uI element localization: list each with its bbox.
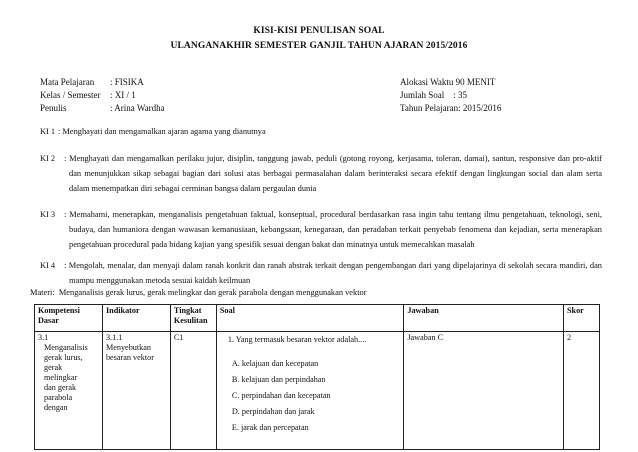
header-jawaban: Jawaban xyxy=(404,305,564,332)
kd-number: 3.1 xyxy=(38,333,49,342)
ki-3-text: : Memahami, menerapkan, menganalisis pengetahuan faktual, konseptual, procedural berdasarkan rasa ingin tahu tentang ilmu pengetahuan, teknologi, seni, budaya, dan humaniora dengan wawasan kemanusiaan, kebangsaan, kenegaraan, dan peradaban terkait penyebab fenomena dan kejadian, serta menerapkan pengetahuan procedural pada bidang kajian yang spesifik sesuai dengan bakat dan minatnya untuk memecahkan masalah xyxy=(64,210,602,249)
indikator-text: Menyebutkan besaran vektor xyxy=(105,343,154,362)
question-text: 1. Yang termasuk besaran vektor adalah.... xyxy=(227,335,367,344)
ki-4-text: : Mengolah, menalar, dan menyaji dalam ranah konkrit dan ranah abstrak terkait dengan pengembangan dari yang dipelajarinya di sekolah secara mandiri, dan mampu menggunakan metoda sesuai kaidah keilmuan xyxy=(64,261,602,285)
document-title: KISI-KISI PENULISAN SOAL xyxy=(253,26,385,36)
meta-subject-value: : FISIKA xyxy=(110,77,144,87)
meta-school-year: Tahun Pelajaran: 2015/2016 xyxy=(400,103,502,113)
ki-1 xyxy=(40,124,600,139)
cell-indikator xyxy=(102,332,170,450)
header-indikator: Indikator xyxy=(102,305,170,332)
meta-author-value: : Arina Wardha xyxy=(110,103,165,113)
ki-4-label: KI 4 xyxy=(40,261,56,270)
cell-jawaban: Jawaban C xyxy=(404,332,564,450)
header-soal: Soal xyxy=(216,305,404,332)
cell-skor: 2 xyxy=(563,332,599,450)
meta-class-value: : XI / 1 xyxy=(110,90,136,100)
ki-3 xyxy=(40,207,602,255)
kisi-kisi-table xyxy=(34,304,600,450)
ki-2 xyxy=(40,151,602,197)
meta-subject-label: Mata Pelajaran xyxy=(40,77,95,87)
option-e: E. jarak dan percepatan xyxy=(231,423,309,432)
table-row xyxy=(35,332,600,450)
option-d: D. perpindahan dan jarak xyxy=(231,407,315,416)
header-skor: Skor xyxy=(563,305,599,332)
document-subtitle: ULANGANAKHIR SEMESTER GANJIL TAHUN AJARAN 2015/2016 xyxy=(170,41,468,51)
ki-4 xyxy=(40,258,602,290)
header-kompetensi-dasar: Kompetensi Dasar xyxy=(35,305,103,332)
ki-2-text: : Menghayati dan mengamalkan perilaku jujur, disiplin, tanggung jawab, peduli (gotong royong, kerjasama, toleran, damai), santun, responsive dan pro-aktif dan menunjukkan sikap sebagai bagian dari solusi atas berbagai permasalahan dalam berinteraksi secara efektif dengan lingkungan social dan alam serta dalam menempatkan diri sebagai cerminan bangsa dalam pergaulan dunia xyxy=(64,154,602,193)
ki-1-text: : Menghayati dan mengamalkan ajaran agama yang dianutnya xyxy=(58,127,266,136)
option-c: C. perpindahan dan kecepatan xyxy=(231,391,331,400)
cell-tingkat-kesulitan: C1 xyxy=(170,332,216,450)
ki-2-label: KI 2 xyxy=(40,154,56,163)
option-a: A. kelajuan dan kecepatan xyxy=(231,359,319,368)
cell-soal xyxy=(216,332,404,450)
cell-kompetensi-dasar xyxy=(35,332,103,450)
ki-3-label: KI 3 xyxy=(40,210,56,219)
table-header-row xyxy=(35,305,600,332)
indikator-number: 3.1.1 xyxy=(105,333,123,342)
option-b: B. kelajuan dan perpindahan xyxy=(231,375,326,384)
header-tingkat-kesulitan: Tingkat Kesulitan xyxy=(170,305,216,332)
meta-question-count: Jumlah Soal : 35 xyxy=(400,90,467,100)
kd-text: Menganalisis gerak lurus, gerak melingkar dan gerak parabola dengan xyxy=(44,343,88,412)
meta-author-label: Penulis xyxy=(40,103,67,113)
materi-line: Materi: Menganalisis gerak lurus, gerak melingkar dan gerak parabola dengan menggunakan vektor xyxy=(30,288,367,297)
ki-1-label: KI 1 xyxy=(40,127,56,136)
meta-class-label: Kelas / Semester xyxy=(40,90,101,100)
meta-time-allocation: Alokasi Waktu 90 MENIT xyxy=(400,77,496,87)
